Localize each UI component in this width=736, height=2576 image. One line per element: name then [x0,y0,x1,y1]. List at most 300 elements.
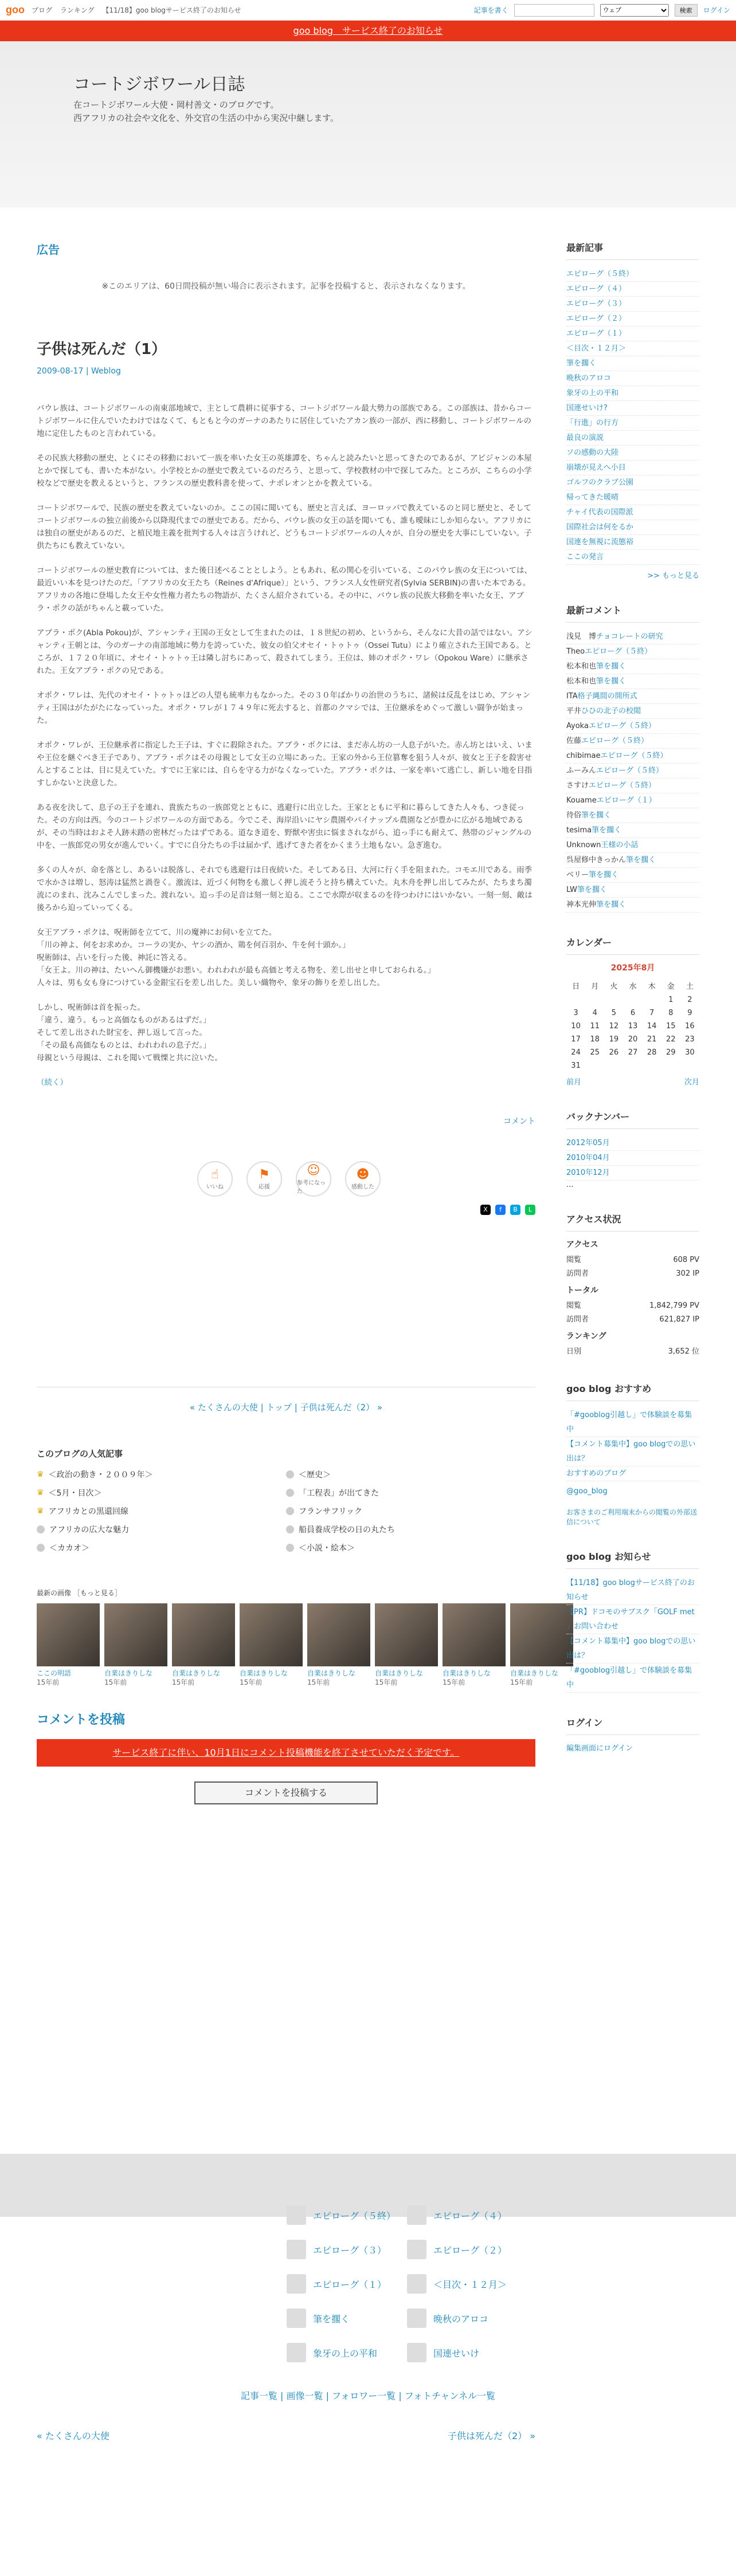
entry-paragraph: コートジボワールの歴史教育については、また後日述べることとしよう。ともあれ、私の関心を引いている、このバウレ族の女王については、最近いい本を見つけたのだ。「アフリカの女王たち（Reines d'Afrique）」という、フランス人女性研究者(Sylvia SERBIN)の書いた本である。アフリカの各地に登場した女王や女性権力者たちの物語が、たくさん紹介されている。その中に、バウレ族の民族大移動を率いた女王、アブラ・ポクの話がちゃんと載っていた。 [37,566,532,613]
photo-date: 15年前 [307,1678,330,1686]
photo-date: 15年前 [240,1678,263,1686]
access-total-row [566,1299,699,1313]
recent-article-item[interactable]: ゴルフのクラブ公園 [566,475,699,490]
reaction-label: いいね [206,1184,224,1190]
continue-link[interactable]: （続く） [37,1078,68,1087]
access-title: アクセス状況 [566,1212,699,1232]
comment-article[interactable]: 筆を擱く [596,677,627,686]
popular-item-label[interactable]: アフリカとの黒還回線 [48,1507,128,1516]
access-ranking [566,1345,699,1359]
ad-title: 広告 [37,243,60,257]
photo-caption[interactable]: 自業はきりしな 15年前 [443,1669,491,1686]
calendar-day: 5 [611,1009,616,1017]
recent-article-item[interactable]: 「行進」の行方 [566,416,699,431]
popular-item-label[interactable]: ＜政治の動き・２００９年＞ [48,1470,153,1480]
line-share-icon[interactable]: L [525,1205,535,1215]
calendar-day [623,993,642,1006]
comment-link-label[interactable]: コメント [503,1117,535,1126]
comment-list [566,630,699,913]
top-bar [0,0,736,21]
comment-article[interactable]: チョコレートの研究 [596,632,663,641]
calendar-day: 18 [590,1035,600,1044]
lower-recent-label[interactable]: エピローグ（２） [433,2244,507,2256]
comment-item[interactable] [566,823,699,838]
photo-caption[interactable]: ここの明語 15年前 [37,1669,72,1686]
popular-title: このブログの人気記事 [37,1449,123,1459]
photo-date: 15年前 [172,1678,195,1686]
recent-article-item[interactable]: エピローグ（３） [566,297,699,312]
comment-item[interactable] [566,883,699,898]
calendar-day: 30 [685,1048,695,1057]
popular-item-label[interactable]: ＜歴史＞ [299,1470,331,1480]
photo-image[interactable] [510,1603,573,1666]
calendar-day [661,1059,680,1072]
calendar-day: 7 [649,1009,655,1017]
backnumber-item[interactable]: 2010年04月 [566,1151,699,1166]
lower-recent-label[interactable]: ＜目次・１２月＞ [433,2279,507,2290]
entry-paragraph: しかし、呪術師は首を振った。 「違う、違う。もっと高価なものがあるはずだ。」 そして差し出された財宝を、押し返して言った。 「その最も高価なものとは、われわれの息子だ。」 母親という母親は、これを聞いて戦慄と共に泣いた。 [37,1003,222,1063]
comment-item[interactable] [566,749,699,764]
popular-item[interactable] [37,1542,286,1554]
popular-item-label[interactable]: フランサフリック [299,1507,362,1516]
popular-item[interactable] [286,1469,535,1480]
popular-item-label[interactable]: ＜5月・目次＞ [48,1489,102,1498]
comment-article[interactable]: エピローグ（５終） [585,647,652,656]
goo-logo[interactable]: goo [6,4,25,15]
blog-title[interactable]: コートジボワール日誌 [73,74,245,95]
calendar-day: 22 [666,1035,676,1044]
calendar-week [566,1046,699,1059]
calendar-title: カレンダー [566,935,699,955]
lower-recent-item[interactable] [407,2205,527,2225]
calendar-dow: 水 [629,982,637,991]
blog-header [0,41,736,207]
access-status [566,1212,699,1359]
calendar-dow: 木 [648,982,656,991]
recent-photos [37,1588,559,1687]
search-scope-select[interactable] [600,4,669,17]
photo-thumb[interactable] [240,1603,303,1687]
backnumber-more: ... [566,1181,574,1189]
comment-author: さすけ [566,781,589,790]
osusume-item[interactable]: 「#gooblog引越し」で体験談を募集中 [566,1408,699,1437]
reaction-label: 参考になった [297,1179,326,1195]
comment-author: LW [566,886,577,894]
calendar-day: 24 [571,1048,581,1057]
calendar-table [566,978,699,1072]
recent-article-item[interactable]: 崩壊が見えへ小目 [566,461,699,475]
article-thumb-icon [407,2205,426,2225]
comment-item[interactable] [566,764,699,778]
share-row [37,1205,535,1215]
facebook-share-icon[interactable]: f [495,1205,506,1215]
lower-recent-item[interactable] [407,2274,527,2294]
entry-paragraph: 女王アブラ・ポクは、呪術師を立てて、川の魔神にお伺いを立てた。 「川の神よ、何をお求めか。コーラの実か、ヤシの酒か、鶏を何百羽か、牛を何十頭か。」 呪術師は、占いを行った後、神託に答える。 「女王よ。川の神は、たいへん御機嫌がお悪い。われわれが最も高価と考える物を、差し出せと申しておられる。」 人々は、男も女も身につけている金銀宝石を差し出した。美しい織物や、象牙の飾りを差し出した。 [37,928,436,988]
calendar-week [566,1006,699,1020]
comment-article[interactable]: エピローグ（５終） [581,737,649,745]
calendar-day: 26 [609,1048,619,1057]
popular-item[interactable] [286,1505,535,1517]
news-item[interactable]: 「#gooblog引越し」で体験談を募集中 [566,1663,699,1693]
calendar [566,935,699,1087]
backnumber-item[interactable]: 2010年12月 [566,1166,699,1181]
comment-item[interactable] [566,808,699,823]
top-nav [32,5,247,15]
comment-article[interactable]: 筆を擱く [581,811,612,820]
photo-caption[interactable]: 自業はきりしな 15年前 [510,1669,559,1686]
login-section [566,1716,699,1753]
lower-recent-label[interactable]: エピローグ（５終） [313,2210,396,2221]
comment-author: 浅見 博 [566,632,597,641]
comment-article[interactable]: ひひの北子の校閲 [581,707,641,715]
popular-grid [37,1469,535,1554]
recent-title: 最新記事 [566,241,699,260]
lower-recent-label[interactable]: エピローグ（１） [313,2279,387,2290]
recent-article-item[interactable]: エピローグ（５終） [566,267,699,282]
access-daily [566,1253,699,1281]
pager-next[interactable]: 子供は死んだ（2） » [300,1402,383,1413]
calendar-day [604,1059,623,1072]
access-total-row-value: 621,827 IP [659,1315,699,1324]
comment-item[interactable] [566,719,699,734]
lower-recent-item[interactable] [287,2343,407,2362]
comment-end-notice[interactable]: サービス終了に伴い、10月1日にコメント投稿機能を終了させていただく予定です。 [37,1739,535,1767]
lower-recent-item[interactable] [407,2240,527,2259]
article-thumb-icon [407,2274,426,2294]
comment-item[interactable] [566,689,699,704]
comment-author: 呉屋修中きっかん [566,856,627,864]
lower-recent-item[interactable] [407,2343,527,2362]
calendar-week [566,1020,699,1033]
recent-article-item[interactable]: 晩秋のアロコ [566,371,699,386]
popular-item[interactable] [37,1487,286,1499]
article-thumb-icon [407,2240,426,2259]
photo-image[interactable] [375,1603,438,1666]
comment-author: 平井 [566,707,582,715]
reaction-icon: ☝ [211,1167,219,1182]
lower-recent-label[interactable]: 国連せいけ [433,2347,480,2359]
photo-thumb[interactable] [443,1603,506,1687]
login-title: ログイン [566,1716,699,1735]
recent-article-item[interactable]: ＜目次・１２月＞ [566,341,699,356]
popular-item[interactable] [286,1542,535,1554]
comment-article[interactable]: 王様の小話 [601,841,639,850]
access-daily-row [566,1253,699,1267]
dot-icon [286,1489,294,1497]
calendar-day: 27 [628,1048,638,1057]
pager-top[interactable]: トップ [266,1402,292,1413]
search-button[interactable]: 検索 [675,4,698,17]
comment-author: 神本光伸 [566,900,597,909]
entry-paragraph: バウレ族は、コートジボワールの南東部地域で、主として農耕に従事する、コートジボワール最大勢力の部族である。この部族は、昔からコートジボワールに住んでいたわけではなくて、もともと今のガーナのあたりに居住していたアカン族の一部が、西に移動し、コートジボワールの地に定住したものと言われている。 [37,404,532,438]
comment-author: 佐藤 [566,737,582,745]
comment-item[interactable] [566,778,699,793]
calendar-dow: 土 [686,982,694,991]
entry-title[interactable]: 子供は死んだ（1） [37,341,167,358]
reaction-button[interactable] [197,1161,233,1197]
comment-item[interactable] [566,853,699,868]
recent-article-item[interactable]: チャイ代表の国際派 [566,505,699,520]
comment-item[interactable] [566,630,699,644]
news-title: goo blog お知らせ [566,1549,699,1569]
recent-article-item[interactable]: エピローグ（１） [566,327,699,341]
crown-icon: ♛ [37,1488,44,1497]
lower-recent-item[interactable] [287,2240,407,2259]
calendar-prev[interactable]: 前月 [566,1078,582,1087]
entry-paragraph: コートジボワールで、民族の歴史を教えていないのか。ここの国に聞いても、歴史と言えば、ヨーロッパで教えているのと同じ歴史と、そしてコートジボワールの独立前後から以降現代までの歴史である。だから、バウレ族の女王の話を聞いても、誰も曖昧にしか知らない。アフリカには独自の歴史があるのだ、と植民地主義を批判する人々は言うけれど、どうもコートジボワールの人々が、自分の歴史を大事にしていない。子供たちにも教えていない。 [37,504,532,550]
popular-item[interactable] [37,1469,286,1480]
lower-recent-item[interactable] [407,2308,527,2328]
comment-article[interactable]: 筆を擱く [592,826,622,835]
comment-article[interactable]: エピローグ（５終） [600,752,668,760]
footer-prev[interactable]: « たくさんの大使 [37,2431,109,2441]
news-item[interactable]: 【コメント募集中】goo blogでの思い出は？ [566,1634,699,1663]
comment-author: 待俗 [566,811,582,820]
backnumber-item[interactable]: 2012年05月 [566,1136,699,1151]
popular-item-label[interactable]: アフリカの広大な魅力 [49,1525,130,1535]
comment-article[interactable]: 筆を擱く [589,871,619,879]
reaction-icon: ☺ [307,1163,320,1178]
recent-article-item[interactable]: 帰ってきた暖晴 [566,490,699,505]
backnumber-list [566,1136,699,1181]
lower-recent-grid [287,2205,527,2362]
photo-thumb[interactable] [172,1603,235,1687]
article-thumb-icon [287,2240,306,2259]
photo-thumb[interactable] [375,1603,438,1687]
article-thumb-icon [287,2274,306,2294]
calendar-day: 23 [685,1035,695,1044]
calendar-week [566,1059,699,1072]
blog-desc-line: 在コートジボワール大使・岡村善文・のブログです。 [73,100,279,110]
photo-date: 15年前 [37,1678,60,1686]
login-edit-link[interactable]: 編集画面にログイン [566,1744,633,1753]
entry-meta: 2009-08-17 | Weblog [37,367,121,376]
crown-icon: ♛ [37,1507,44,1516]
recent-article-item[interactable]: 筆を擱く [566,356,699,371]
top-nav-ranking[interactable]: ランキング [60,6,95,14]
calendar-day: 9 [687,1009,692,1017]
photo-thumb[interactable] [104,1603,167,1687]
x-share-icon[interactable]: X [480,1205,491,1215]
footer-next[interactable]: 子供は死んだ（2） » [447,2431,535,2441]
news-item[interactable]: 【PR】ドコモのサブスク「GOLF met 」お問い合わせ [566,1605,699,1634]
post-comment-button[interactable]: コメントを投稿する [194,1781,378,1804]
lower-recent-item[interactable] [287,2274,407,2294]
comment-item[interactable] [566,898,699,913]
comment-article[interactable]: 筆を擱く [577,886,607,894]
lower-recent-label[interactable]: 晩秋のアロコ [433,2313,489,2325]
comments-title: 最新コメント [566,603,699,623]
popular-item[interactable] [37,1524,286,1535]
comment-author: 松本和也 [566,662,597,671]
popular-item-label[interactable]: ＜カカオ＞ [49,1544,89,1553]
write-article-link[interactable]: 記事を書く [473,6,508,14]
comment-article[interactable]: 筆を擱く [596,900,627,909]
photo-image[interactable] [443,1603,506,1666]
calendar-day: 14 [647,1022,657,1031]
crown-icon: ♛ [37,1470,44,1479]
lower-recent-item[interactable] [287,2205,407,2225]
comment-item[interactable] [566,659,699,674]
lower-recent-label[interactable]: 象牙の上の平和 [313,2347,378,2359]
calendar-day: 15 [666,1022,676,1031]
comment-item[interactable] [566,644,699,659]
calendar-day: 21 [647,1035,657,1044]
photo-caption[interactable]: 自業はきりしな 15年前 [240,1669,288,1686]
recent-more-link[interactable]: >> もっと見る [647,572,699,580]
comment-author: chibimae [566,752,601,760]
popular-item-label[interactable]: 船員養成学校の日の丸たち [299,1525,395,1535]
calendar-day: 28 [647,1048,657,1057]
calendar-dow: 月 [591,982,599,991]
footer-links[interactable]: 記事一覧 | 画像一覧 | フォロワー一覧 | フォトチャンネル一覧 [240,2390,496,2401]
lower-recent-label[interactable]: エピローグ（３） [313,2244,387,2256]
photo-image[interactable] [104,1603,167,1666]
osusume-item[interactable]: おすすめのブログ [566,1466,699,1481]
comment-item[interactable] [566,868,699,883]
comment-item[interactable] [566,793,699,808]
entry-paragraph: 多くの人々が、命を落とし、あるいは脱落し、それでも逃避行は日夜続いた。そしてある日、大河に行く手を阻まれた。コモエ川である。雨季で水かさは増し、怒涛は猛然と渦巻く。激流は、近づく何物をも激しく押し流そうと持ち構えていた。丸木舟を押し出してみたが、たちまち濁流にのまれ、沈みこんでしまった。渡れない。追っ手の足音は刻一刻と迫る。ここで水際が収まるのを待つわけにはいかない。一刻一刻、敵は後ろから迫っていってくる。 [37,866,533,913]
calendar-next[interactable]: 次月 [684,1078,699,1087]
calendar-day: 8 [668,1009,674,1017]
access-daily-row [566,1267,699,1281]
photos-title: 最新の画像 ［もっと見る］ [37,1589,122,1597]
lower-recent-label[interactable]: エピローグ（４） [433,2210,507,2221]
comment-post-section [37,1710,535,1804]
photo-thumb[interactable] [510,1603,573,1687]
article-thumb-icon [407,2308,426,2328]
calendar-day: 3 [573,1009,578,1017]
access-total-row-key: 閲覧 [566,1301,582,1310]
entry-date[interactable]: 2009-08-17 [37,367,84,376]
photo-caption[interactable]: 自業はきりしな 15年前 [172,1669,221,1686]
comment-article[interactable]: エピローグ（５終） [588,722,656,730]
reaction-button[interactable] [296,1161,331,1197]
comment-link[interactable] [37,1115,535,1127]
backnumber-title: バックナンバー [566,1110,699,1129]
access-rank-row-value: 3,652 位 [668,1347,699,1356]
comment-article[interactable]: 格子縄間の開所式 [577,692,637,701]
popular-articles [37,1448,535,1554]
recent-article-item[interactable]: エピローグ（４） [566,282,699,297]
lower-recent-label[interactable]: 筆を擱く [313,2313,350,2325]
article-thumb-icon [407,2343,426,2362]
access-daily-row-key: 閲覧 [566,1256,582,1264]
article-thumb-icon [287,2205,306,2225]
popular-item-label[interactable]: 「工程表」が出てきた [299,1489,379,1498]
calendar-dow-row [566,978,699,993]
photo-caption[interactable]: 自業はきりしな 15年前 [307,1669,356,1686]
service-end-link[interactable]: goo blog サービス終了のお知らせ [293,25,443,36]
entry-category[interactable]: Weblog [91,367,121,376]
login-link[interactable]: ログイン [703,6,730,14]
photo-image[interactable] [37,1603,100,1666]
comment-author: tesima [566,826,592,835]
access-total [566,1299,699,1327]
comment-item[interactable] [566,674,699,689]
recent-article-item[interactable]: 最良の演説 [566,431,699,446]
photo-thumb[interactable] [307,1603,370,1687]
access-daily-row-value: 302 IP [676,1269,699,1278]
photo-thumb[interactable] [37,1603,100,1687]
main-column [37,241,559,1804]
entry-paragraph: その民族大移動の歴史、とくにその移動において一族を率いた女王の英雄譚を、ちゃんと読みたいと思ってきたのであるが、アビジャンの本屋とかで探しても、書いた本がない。小学校とかの歴史で教えているのだろう、と思って、学校教材の中で探してみた。ところが、こちらの小学校などで歴史を教えるというと、フランスの歴史教科書を使って、ナポレオンとかを教えている。 [37,454,532,488]
comment-post-title: コメントを投稿 [37,1713,126,1727]
dot-icon [286,1544,294,1552]
reaction-label: 感動した [351,1184,374,1190]
comment-author: ベリー [566,871,589,879]
osusume-item[interactable]: 【コメント募集中】goo blogでの思い出は？ [566,1437,699,1466]
photo-date: 15年前 [510,1678,533,1686]
reaction-button[interactable] [345,1161,381,1197]
photo-date: 15年前 [104,1678,127,1686]
photo-caption[interactable]: 自業はきりしな 15年前 [375,1669,424,1686]
news-item[interactable]: 【11/18】goo blogサービス終了のお知らせ [566,1576,699,1605]
photo-image[interactable] [307,1603,370,1666]
entry-paragraph: オポク・ワレが、王位継承者に指定した王子は、すぐに殺除された。アブラ・ポクには、まだ赤ん坊の一人息子がいた。赤ん坊とはいえ、いまや王位を継ぐべき王子であり、アブラ・ポクはその母親として女王の立場にあった。王家の外から王位篡奪を狙う人々が、彼女と王子を殺害せんとすることは、目に見えていた。すでに王家には、自らを守る力がなくなっていた。アブラ・ポクは、一家を率いて逃亡し、新しい地を目指すしかないと決意した。 [37,741,533,788]
popular-item-label[interactable]: ＜小説・絵本＞ [299,1544,355,1553]
comment-article[interactable]: 筆を擱く [626,856,656,864]
recent-article-item[interactable]: 国連せいけ? [566,401,699,416]
entry-paragraph: ある夜を決して、息子の王子を連れ、貴族たちの一族郎党とともに、逃避行に出立した。王家とともに平和に暮らしてきた人々も、つき従った。その方向は西。今のコートジボワールの方面である。今でこそ、海岸沿いにヤシ農園やパイナップル農園などが豊かに広がる地域であるが、その当時はおよそ人跡未踏の密林だったはずである。道なき道を、野獣や害虫に悩まされながら、追っ手にも耐えて、熱帯のジャングルの中を、一族郎党の男女が進んでいく。すでに自分たちの手は届かず、逃げてきた者をかくまう土地もない。急ぎ進む。 [37,803,532,850]
photo-image[interactable] [172,1603,235,1666]
goo-id[interactable]: @goo_blog [566,1487,608,1496]
calendar-day: 25 [590,1048,600,1057]
recent-article-item[interactable]: 国際社会は何をるか [566,520,699,535]
recent-article-item[interactable]: 象牙の上の平和 [566,386,699,401]
lower-recent-item[interactable] [287,2308,407,2328]
calendar-day: 2 [687,996,692,1004]
top-nav-notice[interactable]: 【11/18】goo blogサービス終了のお知らせ [102,6,241,14]
comment-author: Theo [566,647,585,656]
recent-article-item[interactable]: ここの発言 [566,550,699,565]
entry-body [37,402,535,1089]
search-input[interactable] [514,4,594,17]
recent-comments [566,603,699,913]
comment-item[interactable] [566,838,699,853]
hatena-share-icon[interactable]: B [510,1205,520,1215]
comment-article[interactable]: エピローグ（５終） [589,781,656,790]
pager-prev[interactable]: « たくさんの大使 [189,1402,258,1413]
top-nav-blog[interactable]: ブログ [32,6,53,14]
calendar-day: 1 [668,996,674,1004]
popular-item[interactable] [286,1487,535,1499]
comment-author: Unknown [566,841,601,850]
dot-icon [37,1525,45,1533]
photo-image[interactable] [240,1603,303,1666]
photo-caption[interactable]: 自業はきりしな 15年前 [104,1669,153,1686]
footer-pager [37,2429,535,2442]
comment-article[interactable]: 筆を擱く [596,662,627,671]
article-thumb-icon [287,2308,306,2328]
popular-item[interactable] [286,1524,535,1535]
recent-article-item[interactable]: エピローグ（２） [566,312,699,327]
popular-item[interactable] [37,1505,286,1517]
calendar-day [643,993,661,1006]
recent-article-item[interactable]: 国連を無視に流態裕 [566,535,699,550]
dot-icon [286,1525,294,1533]
osusume-note[interactable]: お客さまのご利用端末からの閲覧の外部送信について [566,1508,698,1526]
reaction-label: 応援 [259,1184,270,1190]
calendar-day [623,1059,642,1072]
comment-article[interactable]: エピローグ（１） [596,796,656,805]
comment-item[interactable] [566,734,699,749]
reaction-button[interactable] [246,1161,282,1197]
comment-item[interactable] [566,704,699,719]
comment-article[interactable]: エピローグ（５終） [596,766,664,775]
recent-article-item[interactable]: ソの感動の大陸 [566,446,699,461]
top-right [474,4,730,17]
